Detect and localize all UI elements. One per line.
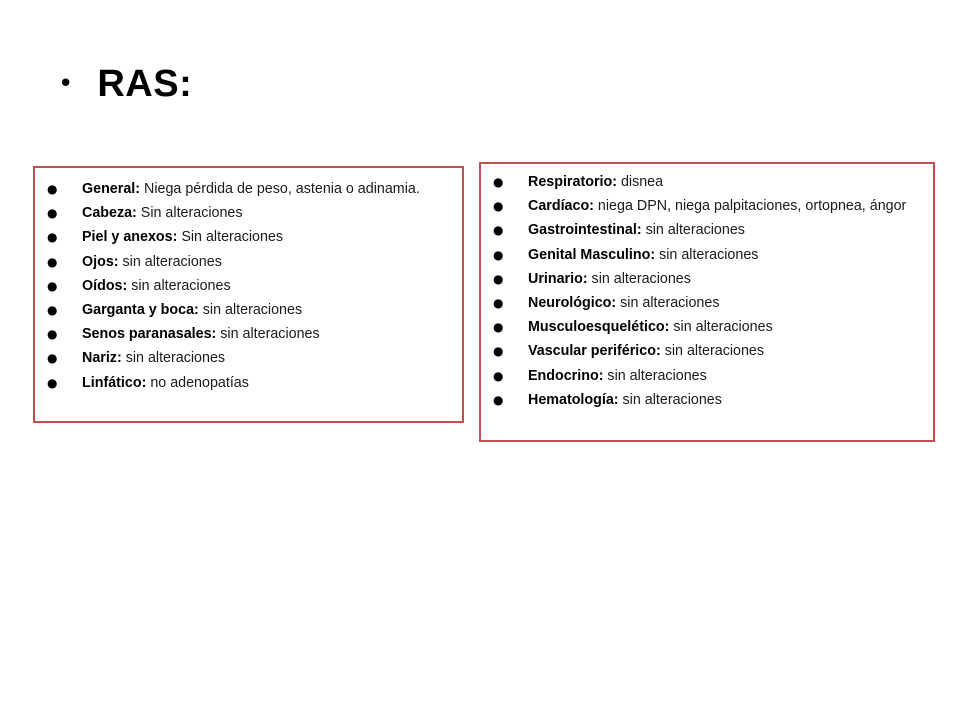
item-value: sin alteraciones (655, 246, 759, 263)
item-label: Respiratorio: (528, 174, 617, 190)
list-item (493, 267, 921, 291)
list-item (47, 177, 445, 201)
list-item (493, 218, 921, 242)
list-item (493, 388, 921, 412)
item-value: sin alteraciones (616, 295, 720, 312)
bullet-dot-icon: ● (493, 368, 504, 383)
item-value: sin alteraciones (587, 270, 691, 287)
bullet-dot-icon: ● (47, 206, 58, 221)
list-item (47, 346, 445, 370)
item-value: niega DPN, niega palpitaciones, ortopnea, ángor (593, 198, 907, 215)
list-item (493, 243, 921, 267)
item-value: disnea (616, 174, 664, 190)
slide-title (58, 58, 192, 110)
item-value: Sin alteraciones (177, 229, 284, 246)
item-value: sin alteraciones (121, 350, 226, 367)
bullet-dot-icon: ● (493, 175, 504, 189)
item-value: sin alteraciones (669, 319, 773, 336)
bullet-dot-icon: ● (47, 375, 58, 390)
item-label: Senos paranasales: (82, 326, 217, 343)
item-label: Hematología: (528, 391, 619, 408)
list-item (47, 371, 445, 395)
item-label: Ojos: (82, 253, 119, 270)
item-value: Niega pérdida de peso, astenia o adinamia. (140, 181, 420, 197)
item-label: Vascular periférico: (528, 343, 661, 360)
item-value: sin alteraciones (198, 302, 303, 319)
list-item (47, 225, 445, 249)
item-value: sin alteraciones (127, 277, 231, 294)
bullet-dot-icon: ● (47, 182, 58, 196)
item-value: no adenopatías (146, 374, 249, 391)
bullet-dot-icon: ● (493, 199, 504, 214)
bullet-dot-icon: ● (493, 320, 504, 335)
bullet-dot-icon: ● (493, 344, 504, 359)
item-label: Gastrointestinal: (528, 222, 642, 239)
bullet-dot-icon: ● (493, 223, 504, 238)
item-label: Neurológico: (528, 295, 617, 312)
item-value: sin alteraciones (216, 326, 320, 343)
list-item (493, 291, 921, 315)
item-label: Linfático: (82, 374, 147, 391)
bullet-dot-icon: ● (493, 296, 504, 311)
list-item (493, 170, 921, 194)
bullet-dot-icon: ● (493, 271, 504, 286)
item-label: Genital Masculino: (528, 246, 656, 263)
bullet-dot-icon: ● (47, 278, 58, 293)
title-text: RAS: (97, 62, 193, 105)
left-review-list (47, 177, 445, 395)
right-review-list (493, 170, 921, 412)
item-label: Endocrino: (528, 367, 604, 384)
list-item (493, 339, 921, 363)
item-value: Sin alteraciones (136, 205, 243, 222)
item-label: General: (82, 181, 141, 197)
bullet-dot-icon: ● (47, 303, 58, 318)
bullet-dot-icon: ● (47, 254, 58, 269)
bullet-dot-icon: ● (47, 351, 58, 366)
list-item (47, 274, 445, 298)
list-item (47, 298, 445, 322)
right-review-box (479, 162, 935, 442)
bullet-dot-icon: ● (47, 230, 58, 245)
item-label: Cardíaco: (528, 198, 594, 215)
bullet-dot-icon: ● (493, 392, 504, 407)
bullet-dot-icon: ● (47, 327, 58, 342)
item-value: sin alteraciones (603, 367, 707, 384)
item-label: Oídos: (82, 277, 128, 294)
item-value: sin alteraciones (641, 222, 745, 239)
list-item (47, 322, 445, 346)
item-label: Urinario: (528, 270, 588, 287)
list-item (47, 250, 445, 274)
item-label: Nariz: (82, 350, 122, 367)
left-review-box (33, 166, 464, 423)
item-label: Cabeza: (82, 205, 137, 222)
list-item (493, 194, 921, 218)
bullet-dot-icon: ● (493, 247, 504, 262)
item-label: Musculoesquelético: (528, 319, 670, 336)
item-value: sin alteraciones (118, 253, 222, 270)
list-item (493, 315, 921, 339)
list-item (493, 364, 921, 388)
item-value: sin alteraciones (618, 391, 722, 408)
item-label: Garganta y boca: (82, 302, 199, 319)
item-value: sin alteraciones (660, 343, 765, 360)
title-bullet-icon: • (58, 69, 74, 99)
list-item (47, 201, 445, 225)
item-label: Piel y anexos: (82, 229, 178, 246)
